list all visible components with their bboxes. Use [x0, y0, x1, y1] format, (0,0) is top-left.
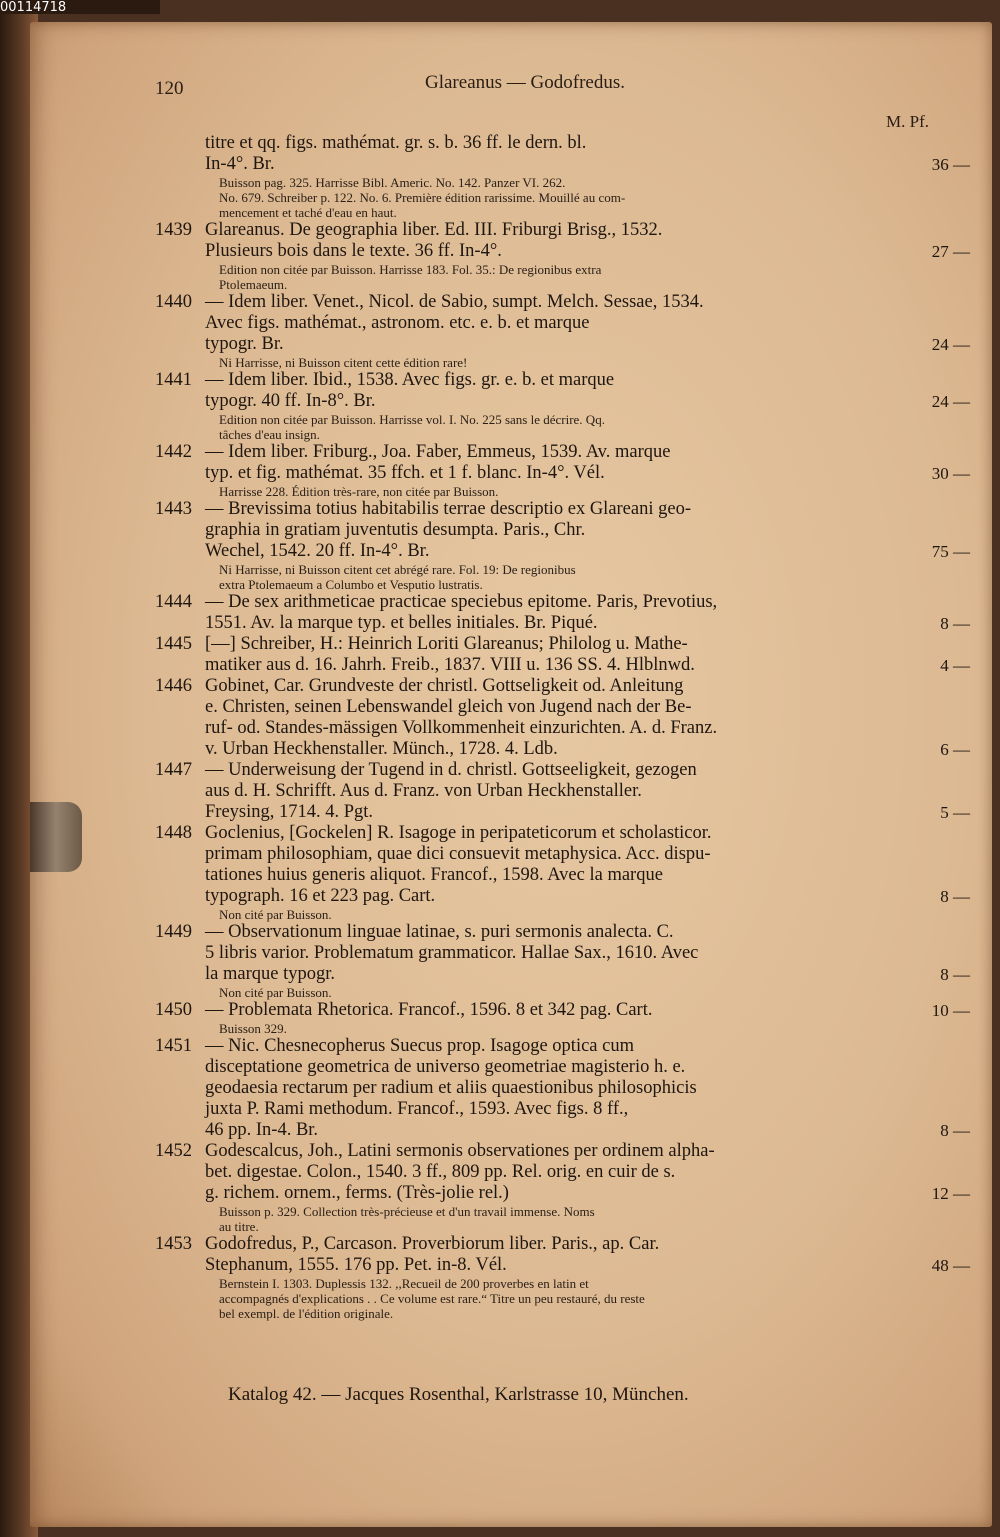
catalog-entry — [155, 133, 970, 220]
entry-line: — Nic. Chesnecopherus Suecus prop. Isagoge optica cum — [205, 1036, 634, 1056]
entry-note: Buisson 329. — [219, 1021, 287, 1036]
entry-note: Ni Harrisse, ni Buisson citent cette édition rare! — [219, 355, 468, 370]
entry-line: — De sex arithmeticae practicae speciebus epitome. Paris, Prevotius, — [205, 592, 718, 612]
entry-line: juxta P. Rami methodum. Francof., 1593. Avec figs. 8 ff., — [205, 1099, 629, 1119]
entry-line: tationes huius generis aliquot. Francof., 1598. Avec la marque — [205, 865, 663, 885]
entry-line: Goclenius, [Gockelen] R. Isagoge in peripateticorum et scholasticor. — [205, 823, 712, 843]
entry-number: 1451 — [155, 1036, 192, 1056]
entry-note: au titre. — [219, 1219, 259, 1234]
catalog-entry — [155, 292, 970, 370]
entry-number: 1453 — [155, 1234, 192, 1254]
catalog-entry — [155, 592, 970, 634]
entry-note: Ptolemaeum. — [219, 277, 288, 292]
entry-line: typ. et fig. mathémat. 35 ffch. et 1 f. blanc. In-4°. Vél. — [205, 463, 605, 483]
catalog-entry — [155, 499, 970, 592]
entry-line: bet. digestae. Colon., 1540. 3 ff., 809 pp. Rel. orig. en cuir de s. — [205, 1162, 676, 1182]
entry-line: Godofredus, P., Carcason. Proverbiorum liber. Paris., ap. Car. — [205, 1234, 660, 1254]
entry-line: 5 libris varior. Problematum grammaticor. Hallae Sax., 1610. Avec — [205, 943, 699, 963]
entry-number: 1441 — [155, 370, 192, 390]
entry-note: No. 679. Schreiber p. 122. No. 6. Première édition rarissime. Mouillé au com- — [219, 190, 626, 205]
catalog-entry — [155, 634, 970, 676]
entry-price: 24 — — [931, 392, 970, 411]
catalog-entry — [155, 1141, 970, 1234]
catalog-entries — [155, 133, 970, 1321]
catalog-entry — [155, 676, 970, 760]
entry-line: disceptatione geometrica de universo geometriae magisterio h. e. — [205, 1057, 686, 1077]
entry-number: 1443 — [155, 499, 192, 519]
entry-line: Avec figs. mathémat., astronom. etc. e. b. et marque — [205, 313, 590, 333]
entry-number: 1444 — [155, 592, 192, 612]
entry-note: Harrisse 228. Édition très-rare, non citée par Buisson. — [219, 484, 499, 499]
entry-price: 30 — — [931, 464, 970, 483]
entry-price: 48 — — [931, 1256, 970, 1275]
entry-line: v. Urban Heckhenstaller. Münch., 1728. 4. Ldb. — [205, 739, 558, 759]
entry-note: mencement et taché d'eau en haut. — [219, 205, 397, 220]
entry-note: Buisson p. 329. Collection très-précieuse et d'un travail immense. Noms — [219, 1204, 595, 1219]
entry-line: geodaesia rectarum per radium et aliis quaestionibus philosophicis — [205, 1078, 697, 1098]
entry-line: matiker aus d. 16. Jahrh. Freib., 1837. VIII u. 136 SS. 4. Hlblnwd. — [205, 655, 695, 675]
entry-number: 1449 — [155, 922, 192, 942]
catalog-entry — [155, 442, 970, 499]
entry-line: In-4°. Br. — [205, 154, 275, 174]
entry-line: Godescalcus, Joh., Latini sermonis observationes per ordinem alpha- — [205, 1141, 715, 1161]
entry-note: tâches d'eau insign. — [219, 427, 320, 442]
entry-price: 75 — — [931, 542, 970, 561]
entry-line: ruf- od. Standes-mässigen Vollkommenheit einzurichten. A. d. Franz. — [205, 718, 718, 738]
entry-line: g. richem. ornem., ferms. (Très-jolie rel.) — [205, 1183, 509, 1203]
entry-line: 1551. Av. la marque typ. et belles initiales. Br. Piqué. — [205, 613, 598, 633]
entry-line: [—] Schreiber, H.: Heinrich Loriti Glareanus; Philolog u. Mathe- — [205, 634, 688, 654]
currency-header: M. Pf. — [886, 112, 929, 131]
entry-note: accompagnés d'explications . . Ce volume est rare.“ Titre un peu restauré, du reste — [219, 1291, 645, 1306]
running-head: Glareanus — Godofredus. — [425, 72, 625, 93]
entry-price: 36 — — [931, 155, 970, 174]
catalog-entry — [155, 823, 970, 922]
entry-price: 27 — — [931, 242, 970, 261]
entry-line: Stephanum, 1555. 176 pp. Pet. in-8. Vél. — [205, 1255, 507, 1275]
catalog-entry — [155, 1036, 970, 1141]
entry-note: Edition non citée par Buisson. Harrisse vol. I. No. 225 sans le décrire. Qq. — [219, 412, 605, 427]
entry-line: — Idem liber. Venet., Nicol. de Sabio, sumpt. Melch. Sessae, 1534. — [205, 292, 704, 312]
entry-price: 4 — — [940, 656, 970, 675]
entry-price: 10 — — [931, 1001, 970, 1020]
entry-note: bel exempl. de l'édition originale. — [219, 1306, 394, 1321]
entry-line: typograph. 16 et 223 pag. Cart. — [205, 886, 436, 906]
entry-number: 1445 — [155, 634, 192, 654]
entry-line: primam philosophiam, quae dici consuevit metaphysica. Acc. dispu- — [205, 844, 711, 864]
catalog-entry — [155, 220, 970, 292]
entry-line: — Problemata Rhetorica. Francof., 1596. 8 et 342 pag. Cart. — [205, 1000, 653, 1020]
archive-stub: 00114718 — [0, 0, 160, 14]
entry-number: 1439 — [155, 220, 192, 240]
entry-line: aus d. H. Schrifft. Aus d. Franz. von Urban Heckhenstaller. — [205, 781, 642, 801]
entry-price: 8 — — [940, 614, 970, 633]
entry-number: 1450 — [155, 1000, 192, 1020]
catalog-entry — [155, 760, 970, 823]
catalog-entry — [155, 1234, 970, 1321]
entry-number: 1452 — [155, 1141, 192, 1161]
entry-line: Freysing, 1714. 4. Pgt. — [205, 802, 374, 822]
entry-line: Wechel, 1542. 20 ff. In-4°. Br. — [205, 541, 430, 561]
entry-price: 24 — — [931, 335, 970, 354]
entry-number: 1440 — [155, 292, 192, 312]
entry-number: 1446 — [155, 676, 192, 696]
page-number: 120 — [155, 78, 184, 99]
entry-line: — Underweisung der Tugend in d. christl. Gottseeligkeit, gezogen — [205, 760, 697, 780]
entry-price: 8 — — [940, 1121, 970, 1140]
entry-line: — Brevissima totius habitabilis terrae descriptio ex Glareani geo- — [205, 499, 691, 519]
entry-price: 5 — — [940, 803, 970, 822]
entry-line: 46 pp. In-4. Br. — [205, 1120, 319, 1140]
entry-line: Plusieurs bois dans le texte. 36 ff. In-4°. — [205, 241, 502, 261]
catalog-entry — [155, 1000, 970, 1036]
entry-line: — Observationum linguae latinae, s. puri sermonis analecta. C. — [205, 922, 674, 942]
entry-line: graphia in gratiam juventutis desumpta. Paris., Chr. — [205, 520, 586, 540]
page-clip — [30, 802, 82, 872]
entry-number: 1447 — [155, 760, 192, 780]
entry-line: titre et qq. figs. mathémat. gr. s. b. 36 ff. le dern. bl. — [205, 133, 587, 153]
entry-line: — Idem liber. Ibid., 1538. Avec figs. gr. e. b. et marque — [205, 370, 615, 390]
entry-line: Gobinet, Car. Grundveste der christl. Gottseligkeit od. Anleitung — [205, 676, 684, 696]
catalog-entry — [155, 370, 970, 442]
entry-line: la marque typogr. — [205, 964, 335, 984]
entry-note: extra Ptolemaeum a Columbo et Vesputio lustratis. — [219, 577, 483, 592]
entry-line: e. Christen, seinen Lebenswandel gleich von Jugend nach der Be- — [205, 697, 692, 717]
entry-number: 1448 — [155, 823, 192, 843]
entry-line: — Idem liber. Friburg., Joa. Faber, Emmeus, 1539. Av. marque — [205, 442, 671, 462]
entry-price: 6 — — [940, 740, 970, 759]
catalog-entry — [155, 922, 970, 1000]
entry-note: Edition non citée par Buisson. Harrisse 183. Fol. 35.: De regionibus extra — [219, 262, 602, 277]
entry-note: Buisson pag. 325. Harrisse Bibl. Americ. No. 142. Panzer VI. 262. — [219, 175, 566, 190]
entry-line: Glareanus. De geographia liber. Ed. III. Friburgi Brisg., 1532. — [205, 220, 663, 240]
catalog-footer: Katalog 42. — Jacques Rosenthal, Karlstrasse 10, München. — [228, 1384, 689, 1405]
entry-note: Non cité par Buisson. — [219, 907, 332, 922]
entry-price: 8 — — [940, 887, 970, 906]
entry-line: typogr. 40 ff. In-8°. Br. — [205, 391, 376, 411]
entry-note: Ni Harrisse, ni Buisson citent cet abrégé rare. Fol. 19: De regionibus — [219, 562, 576, 577]
entry-price: 12 — — [931, 1184, 970, 1203]
entry-note: Bernstein I. 1303. Duplessis 132. ,,Recueil de 200 proverbes en latin et — [219, 1276, 589, 1291]
entry-note: Non cité par Buisson. — [219, 985, 332, 1000]
entry-number: 1442 — [155, 442, 192, 462]
entry-line: typogr. Br. — [205, 334, 284, 354]
entry-price: 8 — — [940, 965, 970, 984]
